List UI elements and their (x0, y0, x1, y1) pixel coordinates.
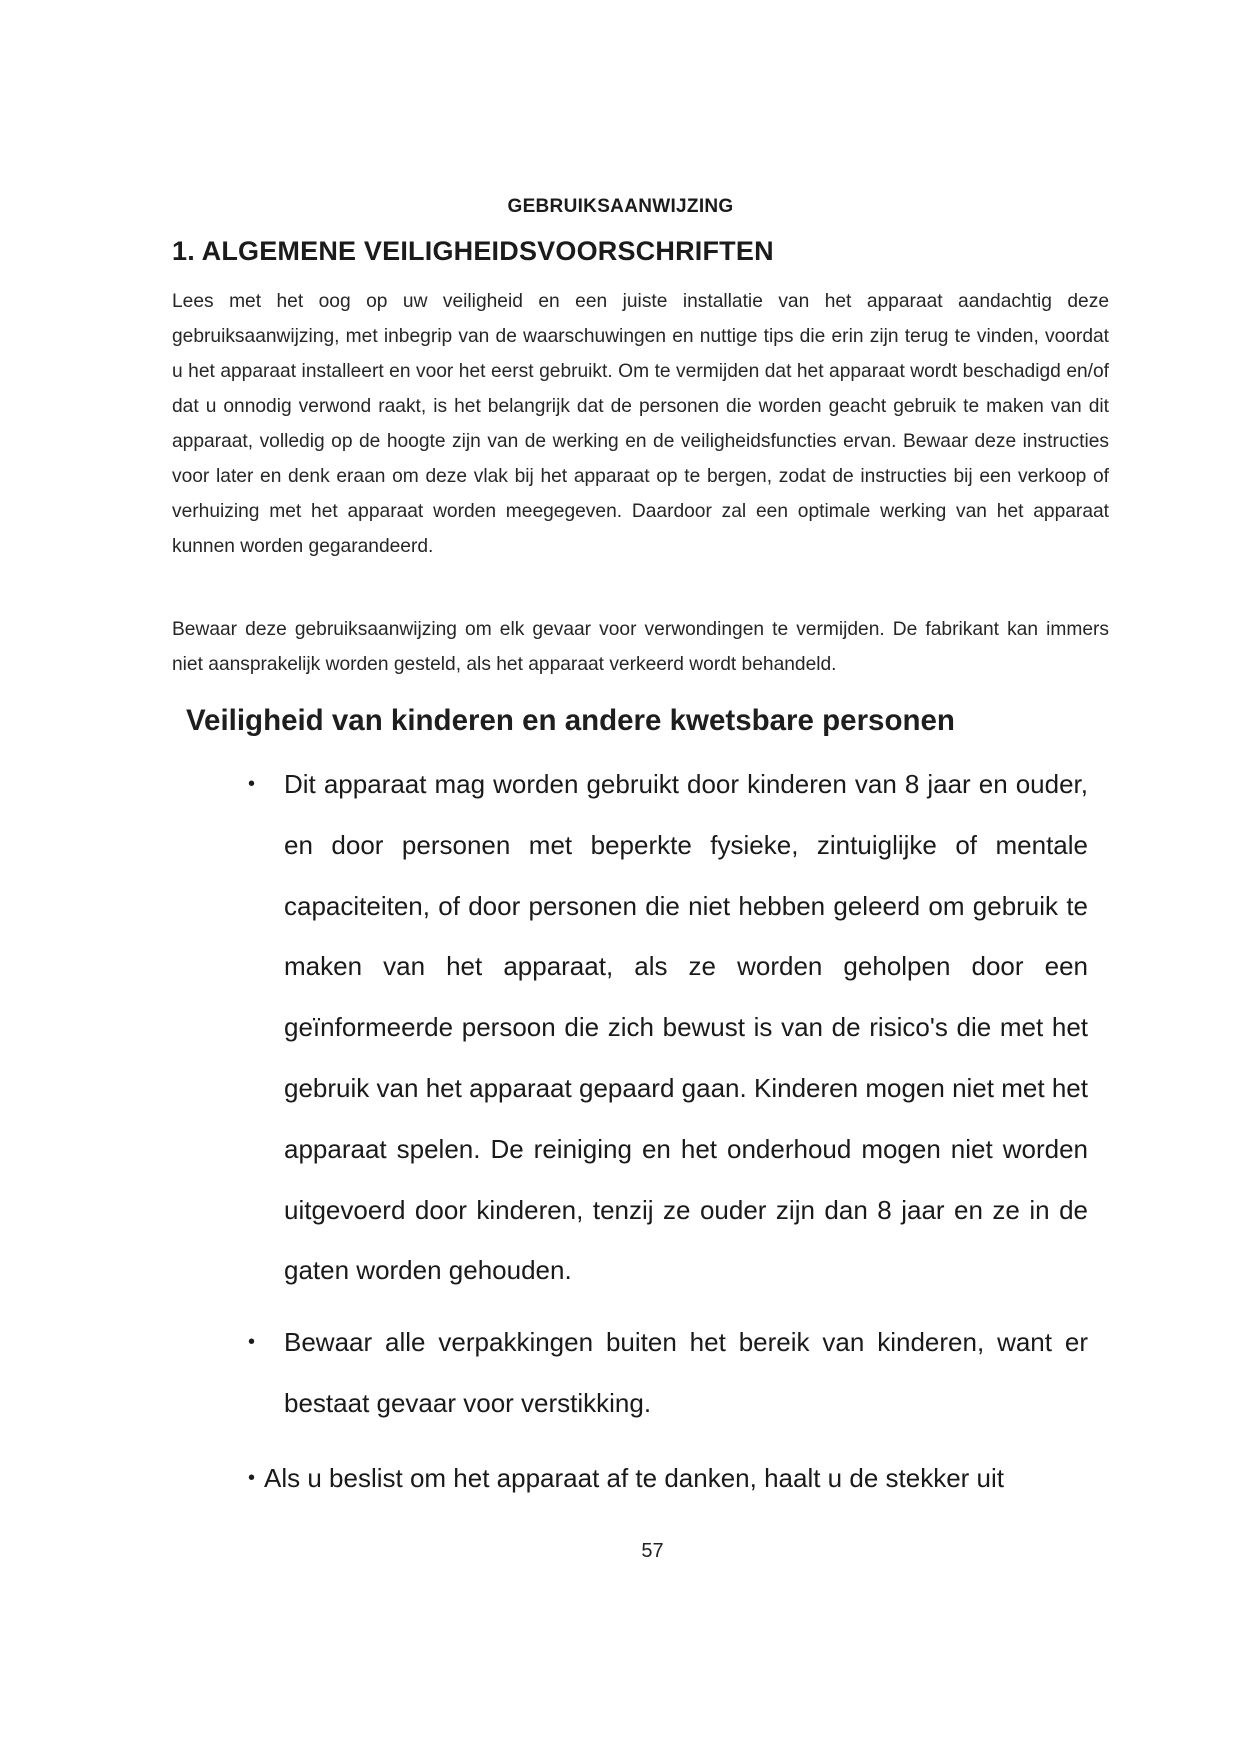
bullet-icon: • (248, 1467, 256, 1489)
intro-paragraph: Lees met het oog op uw veiligheid en een juiste installatie van het apparaat aandachtig deze gebruiksaanwijzing, met inbegrip van de waarschuwingen en nuttige tips die erin zijn terug te vinden, voordat u het apparaat installeert en voor het eerst gebruikt. Om te vermijden dat het apparaat wordt beschadigd en/of dat u onnodig verwond raakt, is het belangrijk dat de personen die worden geacht gebruik te maken van dit apparaat, volledig op de hoogte zijn van de werking en de veiligheidsfuncties ervan. Bewaar deze instructies voor later en denk eraan om deze vlak bij het apparaat op te bergen, zodat de instructies bij een verkoop of verhuizing met het apparaat worden meegegeven. Daardoor zal een optimale werking van het apparaat kunnen worden gegarandeerd. (172, 291, 1109, 557)
page-number: 57 (641, 1540, 664, 1562)
bullet-icon: • (248, 773, 256, 795)
manufacturer-liability-paragraph: Bewaar deze gebruiksaanwijzing om elk gevaar voor verwondingen te vermijden. De fabrikant kan immers niet aansprakelijk worden gesteld, als het apparaat verkeerd wordt behandeld. (172, 619, 1109, 675)
list-item (248, 1312, 1088, 1434)
bullet-icon: • (248, 1331, 256, 1353)
subsection-heading: Veiligheid van kinderen en andere kwetsbare personen (186, 704, 955, 737)
list-item (248, 754, 1088, 1301)
document-title: GEBRUIKSAANWIJZING (507, 196, 734, 217)
list-item (248, 1448, 1148, 1509)
list-item-text: Als u beslist om het apparaat af te danken, haalt u de stekker uit (264, 1463, 1004, 1493)
list-item-text: Dit apparaat mag worden gebruikt door kinderen van 8 jaar en ouder, en door personen met beperkte fysieke, zintuiglijke of mentale capaciteiten, of door personen die niet hebben geleerd om gebruik te maken van het apparaat, als ze worden geholpen door een geïnformeerde persoon die zich bewust is van de risico's die met het gebruik van het apparaat gepaard gaan. Kinderen mogen niet met het apparaat spelen. De reiniging en het onderhoud mogen niet worden uitgevoerd door kinderen, tenzij ze ouder zijn dan 8 jaar en ze in de gaten worden gehouden. (284, 769, 1088, 1286)
list-item-text: Bewaar alle verpakkingen buiten het bereik van kinderen, want er bestaat gevaar voor verstikking. (284, 1327, 1088, 1418)
section-heading: 1. ALGEMENE VEILIGHEIDSVOORSCHRIFTEN (172, 236, 774, 266)
